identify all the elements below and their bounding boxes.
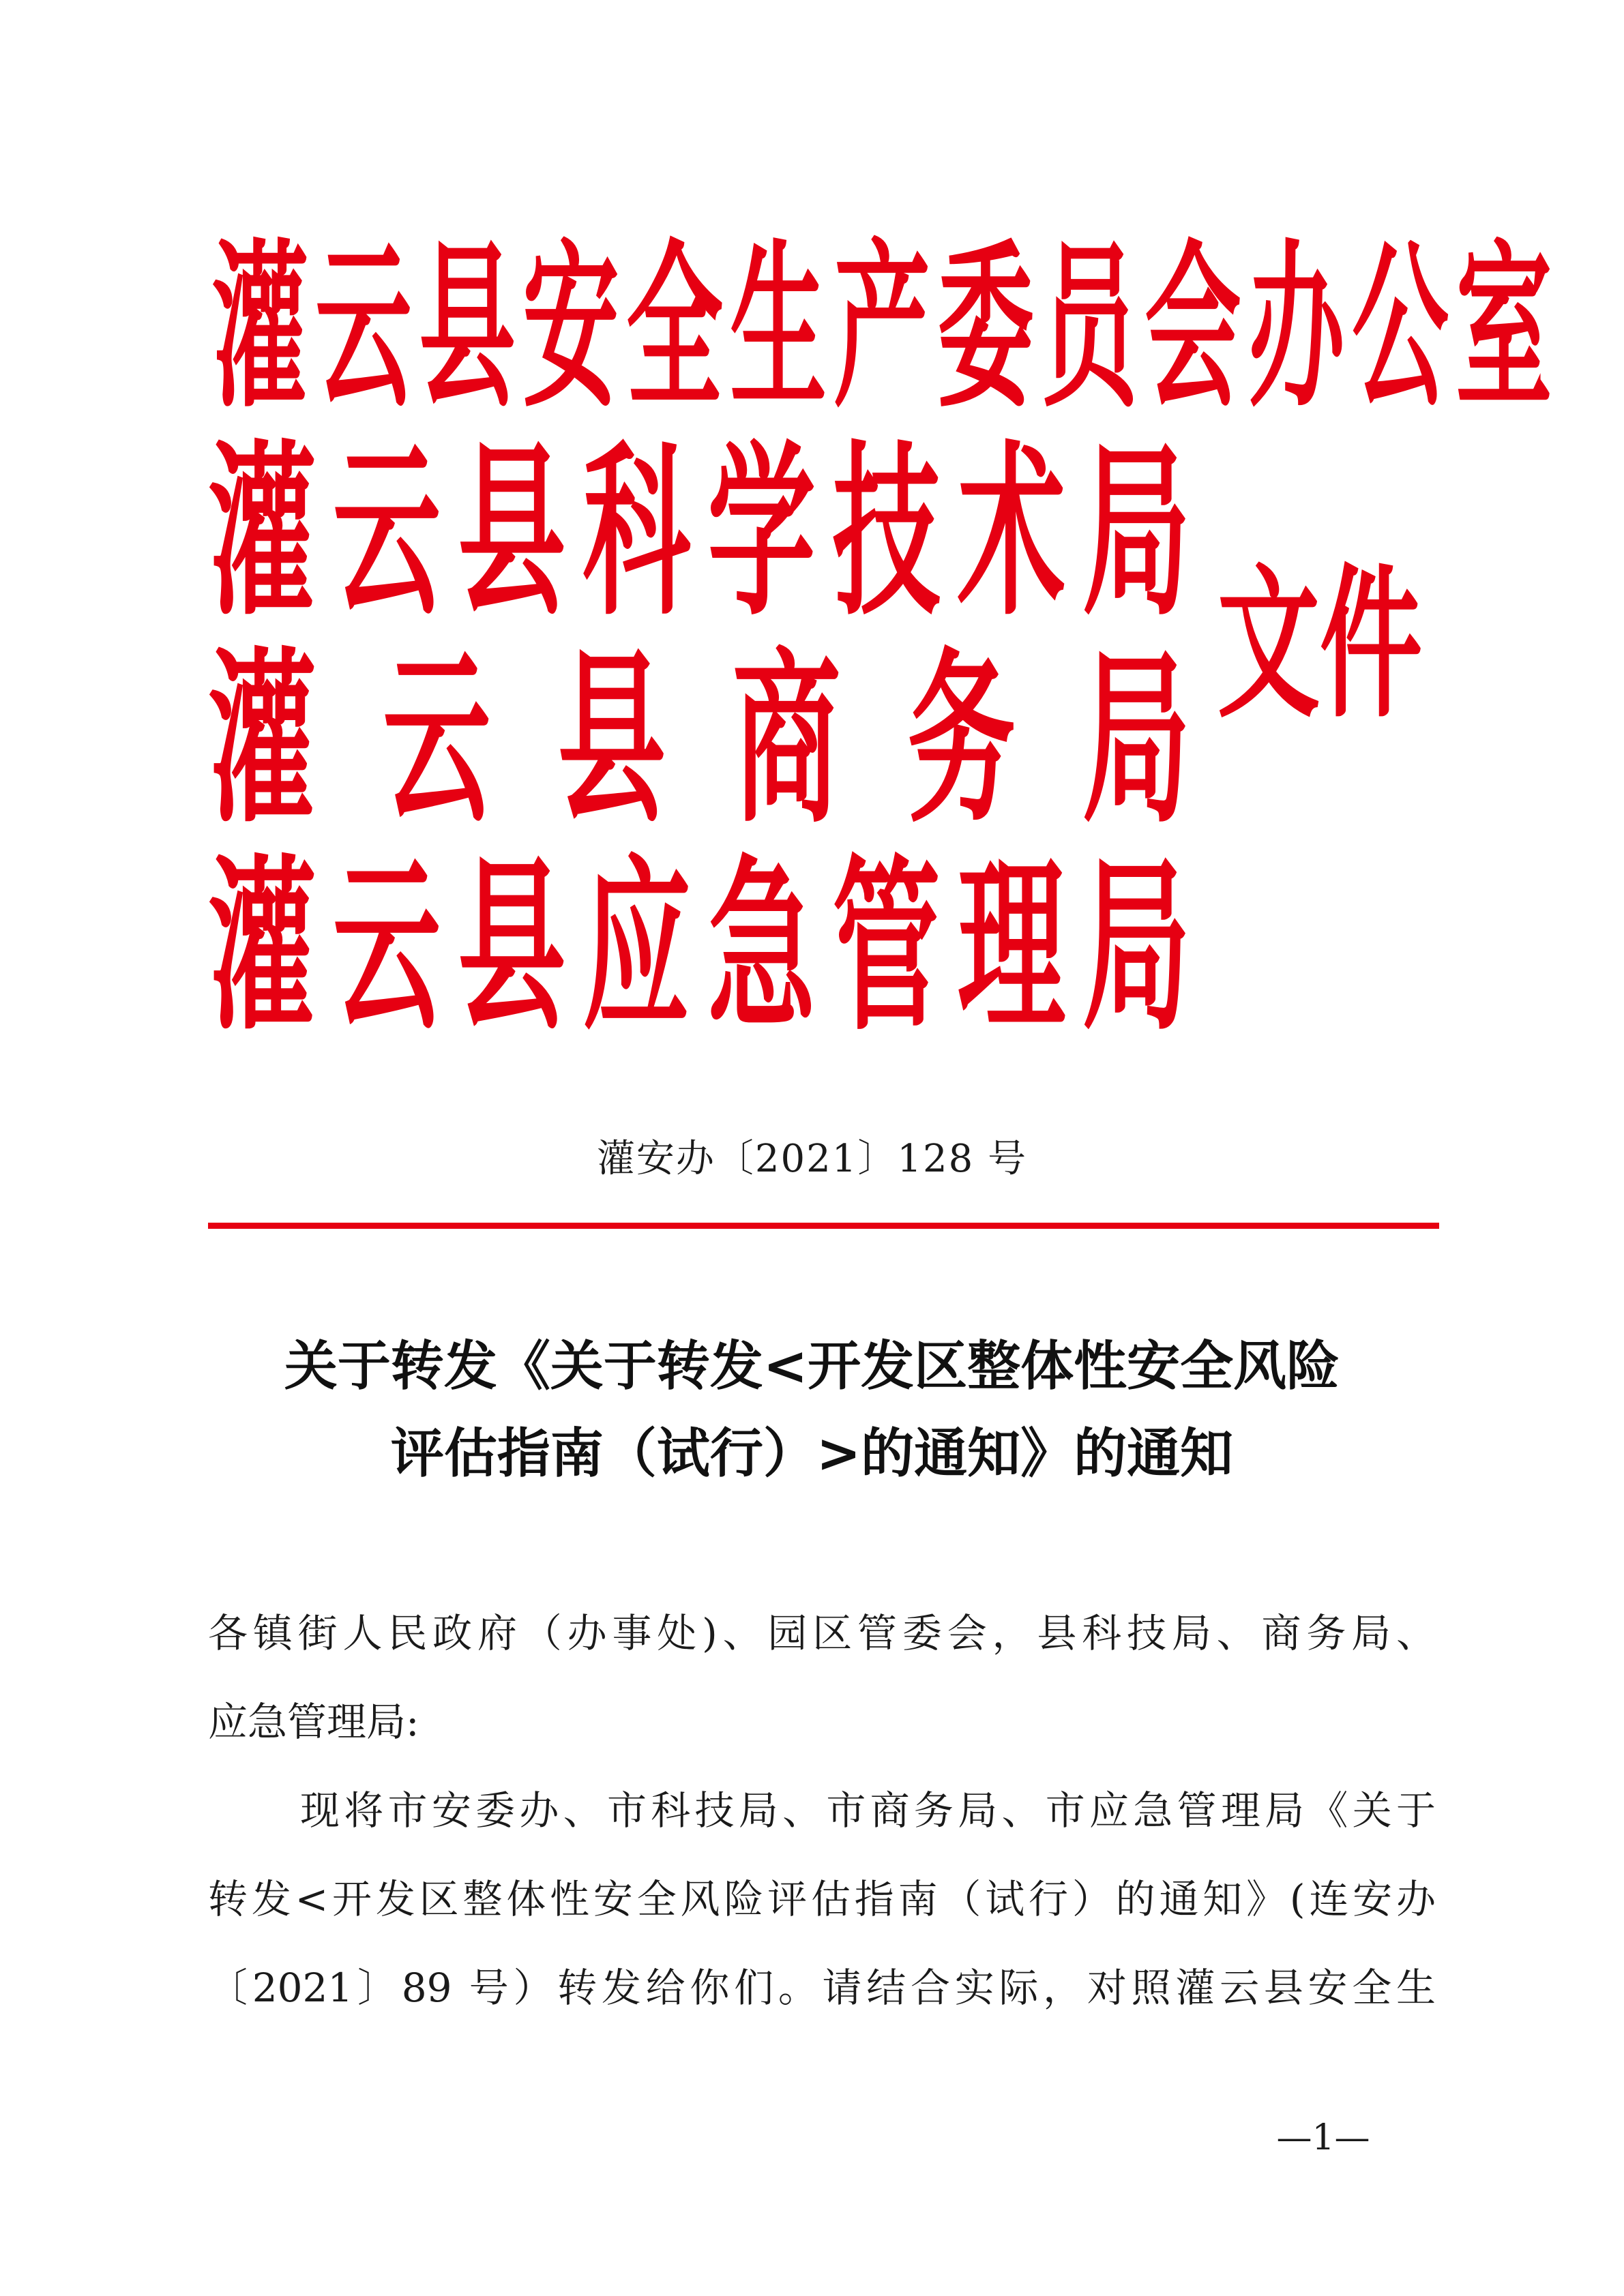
org-char: 会 [1145, 222, 1241, 432]
org-char: 云 [333, 424, 441, 642]
document-suffix [1217, 548, 1423, 741]
org-char: 局 [1082, 839, 1190, 1056]
document-number: 灌安办〔2021〕128 号 [596, 1137, 1028, 1181]
issuing-authorities-header [208, 222, 1552, 1067]
salutation-line: 应急管理局: [208, 1699, 419, 1745]
org-char: 局 [1082, 631, 1190, 849]
document-title [205, 1323, 1419, 1497]
org-char: 技 [832, 424, 941, 642]
org-char: 急 [707, 839, 816, 1056]
org-char: 灌 [208, 631, 316, 849]
org-char: 理 [957, 839, 1065, 1056]
org-char: 灌 [208, 839, 316, 1056]
org-char: 管 [832, 839, 941, 1056]
org-char: 县 [557, 631, 666, 849]
org-char: 县 [458, 839, 566, 1056]
suffix-char: 文 [1217, 548, 1320, 741]
suffix-char: 件 [1320, 548, 1423, 741]
org-char: 云 [315, 222, 412, 432]
org-line-emergency-bureau [208, 839, 1190, 1056]
page-number: —1— [1276, 2117, 1370, 2158]
org-char: 云 [383, 631, 491, 849]
org-char: 安 [522, 222, 619, 432]
document-body [208, 1589, 1436, 2032]
org-char: 公 [1352, 222, 1449, 432]
org-char: 县 [419, 222, 516, 432]
org-char: 科 [582, 424, 691, 642]
org-char: 员 [1041, 222, 1138, 432]
org-char: 办 [1248, 222, 1345, 432]
paragraph-line: 转发<开发区整体性安全风险评估指南（试行）的通知》(连安办 [208, 1876, 1436, 1922]
org-char: 室 [1456, 222, 1552, 432]
org-char: 灌 [211, 222, 308, 432]
org-char: 学 [707, 424, 816, 642]
paragraph-line: 〔2021〕89 号）转发给你们。请结合实际，对照灌云县安全生 [208, 1965, 1436, 2011]
org-char: 局 [1082, 424, 1190, 642]
org-char: 商 [733, 631, 841, 849]
paragraph-line: 现将市安委办、市科技局、市商务局、市应急管理局《关于 [300, 1787, 1436, 1834]
salutation-line: 各镇街人民政府（办事处)、园区管委会，县科技局、商务局、 [208, 1610, 1436, 1656]
org-char: 务 [907, 631, 1016, 849]
red-separator-line [208, 1223, 1439, 1229]
org-char: 灌 [208, 424, 316, 642]
org-char: 全 [626, 222, 723, 432]
org-char: 产 [833, 222, 930, 432]
org-char: 县 [458, 424, 566, 642]
org-char: 云 [333, 839, 441, 1056]
org-char: 应 [582, 839, 691, 1056]
org-char: 生 [730, 222, 827, 432]
org-char: 术 [957, 424, 1065, 642]
title-line-2: 评估指南（试行）>的通知》的通知 [390, 1423, 1234, 1485]
title-line-1: 关于转发《关于转发<开发区整体性安全风险 [284, 1336, 1340, 1397]
org-line-science-bureau [208, 424, 1190, 642]
org-line-safety-committee [208, 222, 1552, 432]
org-line-commerce-bureau [208, 631, 1190, 849]
org-char: 委 [937, 222, 1034, 432]
